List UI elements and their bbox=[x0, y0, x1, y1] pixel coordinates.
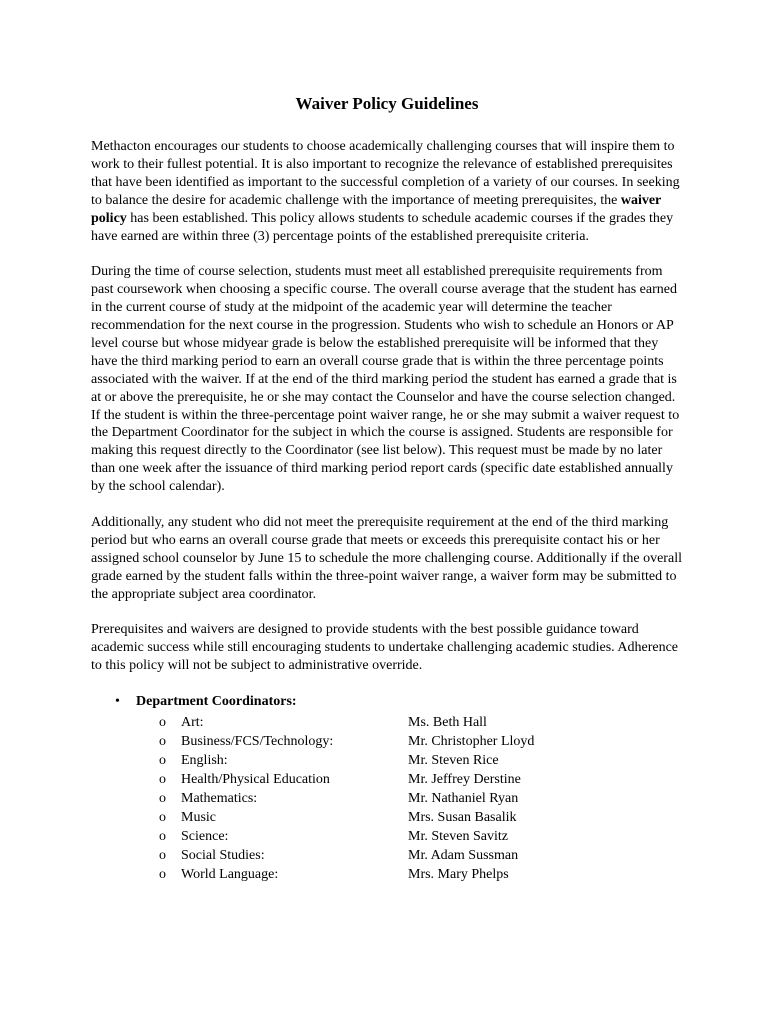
coordinator-name: Mrs. Mary Phelps bbox=[408, 867, 509, 883]
coordinator-subject: Art: bbox=[181, 715, 204, 731]
coordinator-row bbox=[91, 732, 683, 751]
intro-text-end: has been established. This policy allows students to schedule academic courses if the grades they have earned are within three (3) percentage points of the established prerequisite criteria. bbox=[91, 210, 674, 244]
sub-bullet-icon: o bbox=[159, 829, 166, 845]
page-title: Waiver Policy Guidelines bbox=[295, 94, 479, 113]
coordinator-name: Ms. Beth Hall bbox=[408, 715, 487, 731]
coordinator-subject: World Language: bbox=[181, 867, 279, 883]
coordinators-heading bbox=[91, 693, 683, 711]
prerequisites-paragraph: Prerequisites and waivers are designed to provide students with the best possible guidance toward academic success while still encouraging students to undertake challenging academic studies. Adherence to this policy will not be subject to administrative override. bbox=[91, 622, 679, 674]
coordinator-row bbox=[91, 770, 683, 789]
coordinator-row bbox=[91, 827, 683, 846]
coordinator-name: Mr. Christopher Lloyd bbox=[408, 734, 535, 750]
sub-bullet-icon: o bbox=[159, 772, 166, 788]
coordinator-row bbox=[91, 865, 683, 884]
bullet-icon: • bbox=[115, 694, 120, 710]
sub-bullet-icon: o bbox=[159, 791, 166, 807]
coordinator-row bbox=[91, 751, 683, 770]
coordinators-heading-label: Department Coordinators: bbox=[136, 694, 297, 710]
sub-bullet-icon: o bbox=[159, 848, 166, 864]
coordinator-subject: Business/FCS/Technology: bbox=[181, 734, 334, 750]
coordinator-name: Mrs. Susan Basalik bbox=[408, 810, 517, 826]
coordinator-name: Mr. Steven Rice bbox=[408, 753, 499, 769]
coordinators-section bbox=[91, 693, 683, 884]
coordinator-name: Mr. Adam Sussman bbox=[408, 848, 519, 864]
course-selection-paragraph: During the time of course selection, students must meet all established prerequisite requirements from past coursework when choosing a specific course. The overall course average that the student has earned in the current course of study at the midpoint of the academic year will determine the teacher recommendation for the next course in the progression. Students who wish to schedule an Honors or AP level course but whose midyear grade is below the established prerequisite will be informed that they have the third marking period to earn an overall course grade that is within the three percentage points associated with the waiver. If at the end of the third marking period the student has earned a grade that is at or above the prerequisite, he or she may contact the Counselor and have the course selection changed. If the student is within the three-percentage point waiver range, he or she may submit a waiver request to the Department Coordinator for the subject in which the course is assigned. Students are responsible for making this request directly to the Coordinator (see list below). This request must be made by no later than one week after the issuance of third marking period report cards (specific date established annually by the school calendar). bbox=[91, 264, 680, 495]
coordinator-name: Mr. Steven Savitz bbox=[408, 829, 508, 845]
coordinator-row bbox=[91, 713, 683, 732]
coordinator-subject: Social Studies: bbox=[181, 848, 265, 864]
coordinator-row bbox=[91, 808, 683, 827]
sub-bullet-icon: o bbox=[159, 810, 166, 826]
sub-bullet-icon: o bbox=[159, 867, 166, 883]
coordinator-row bbox=[91, 846, 683, 865]
sub-bullet-icon: o bbox=[159, 715, 166, 731]
intro-text-start: Methacton encourages our students to choose academically challenging courses that will inspire them to work to their fullest potential. It is also important to recognize the relevance of established prerequisites that have been identified as important to the successful completion of a variety of our courses. In seeking to balance the desire for academic challenge with the importance of meeting prerequisites, the bbox=[91, 139, 680, 208]
coordinator-subject: Music bbox=[181, 810, 216, 826]
intro-paragraph bbox=[91, 138, 683, 245]
coordinator-subject: Mathematics: bbox=[181, 791, 258, 807]
coordinator-subject: Science: bbox=[181, 829, 229, 845]
coordinator-row bbox=[91, 789, 683, 808]
sub-bullet-icon: o bbox=[159, 734, 166, 750]
coordinator-name: Mr. Nathaniel Ryan bbox=[408, 791, 519, 807]
coordinator-subject: English: bbox=[181, 753, 228, 769]
sub-bullet-icon: o bbox=[159, 753, 166, 769]
waiver-policy-term: waiver policy bbox=[91, 192, 662, 226]
coordinator-subject: Health/Physical Education bbox=[181, 772, 330, 788]
additional-paragraph: Additionally, any student who did not meet the prerequisite requirement at the end of the third marking period but who earns an overall course grade that meets or exceeds this prerequisite contact his or her assigned school counselor by June 15 to schedule the more challenging course. Additionally if the overall grade earned by the student falls within the three-point waiver range, a waiver form may be submitted to the appropriate subject area coordinator. bbox=[91, 515, 682, 602]
document-page bbox=[91, 94, 683, 884]
coordinators-list bbox=[91, 713, 683, 884]
coordinator-name: Mr. Jeffrey Derstine bbox=[408, 772, 521, 788]
